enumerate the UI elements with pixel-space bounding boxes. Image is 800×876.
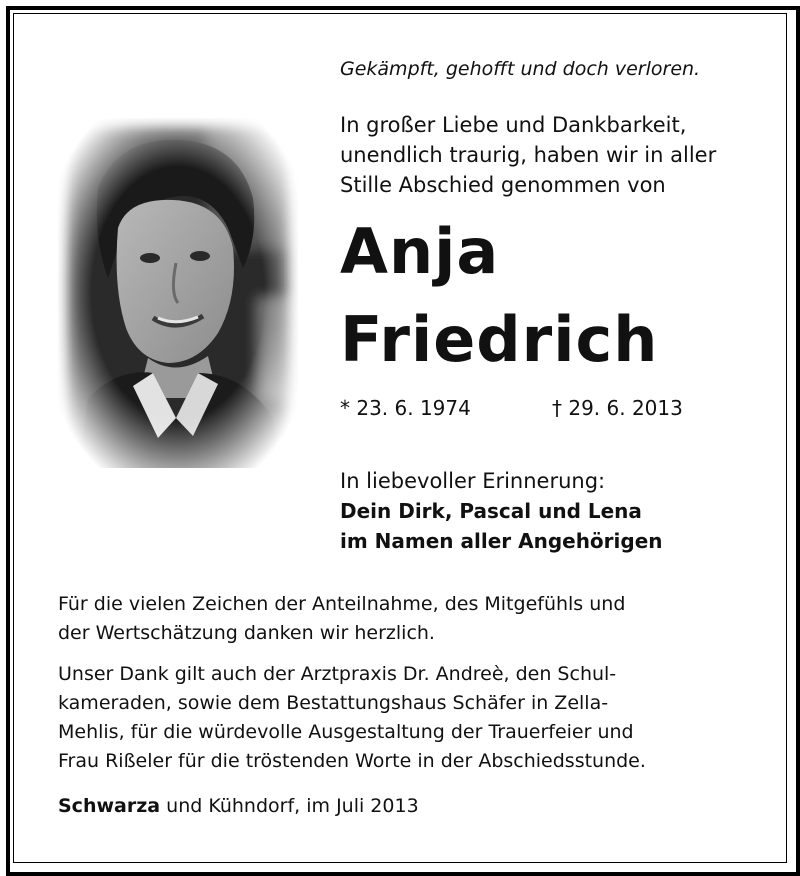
deceased-first-name: Anja (340, 215, 500, 288)
intro-line: In großer Liebe und Dankbarkeit, (340, 113, 687, 137)
thanks-paragraph-1 (58, 590, 748, 648)
thanks-line: Unser Dank gilt auch der Arztpraxis Dr. Andreè, den Schul- (58, 663, 617, 685)
intro-line: unendlich traurig, haben wir in aller (340, 143, 717, 167)
thanks-line: Frau Rißeler für die tröstenden Worte in der Abschiedsstunde. (58, 750, 646, 772)
thanks-line: Mehlis, für die würdevolle Ausgestaltung der Trauerfeier und (58, 721, 634, 743)
intro-line: Stille Abschied genommen von (340, 173, 666, 197)
signer-line: Dein Dirk, Pascal und Lena (340, 499, 642, 523)
thanks-line: kameraden, sowie dem Bestattungshaus Schäfer in Zella- (58, 692, 609, 714)
portrait-photo (58, 118, 298, 468)
remembrance-heading: In liebevoller Erinnerung: (340, 469, 606, 493)
thanks-line: der Wertschätzung danken wir herzlich. (58, 622, 435, 644)
place-rest: und Kühndorf, im Juli 2013 (160, 795, 419, 817)
thanks-paragraph-2 (58, 660, 748, 776)
place-bold: Schwarza (58, 795, 161, 817)
intro-text (340, 110, 716, 200)
death-date: † 29. 6. 2013 (552, 396, 683, 420)
birth-date: * 23. 6. 1974 (340, 396, 471, 420)
signers (340, 496, 663, 556)
deceased-last-name: Friedrich (340, 303, 659, 376)
thanks-line: Für die vielen Zeichen der Anteilnahme, des Mitgefühls und (58, 593, 626, 615)
place-and-date (58, 795, 419, 817)
signer-line: im Namen aller Angehörigen (340, 529, 663, 553)
motto: Gekämpft, gehofft und doch verloren. (340, 58, 701, 80)
